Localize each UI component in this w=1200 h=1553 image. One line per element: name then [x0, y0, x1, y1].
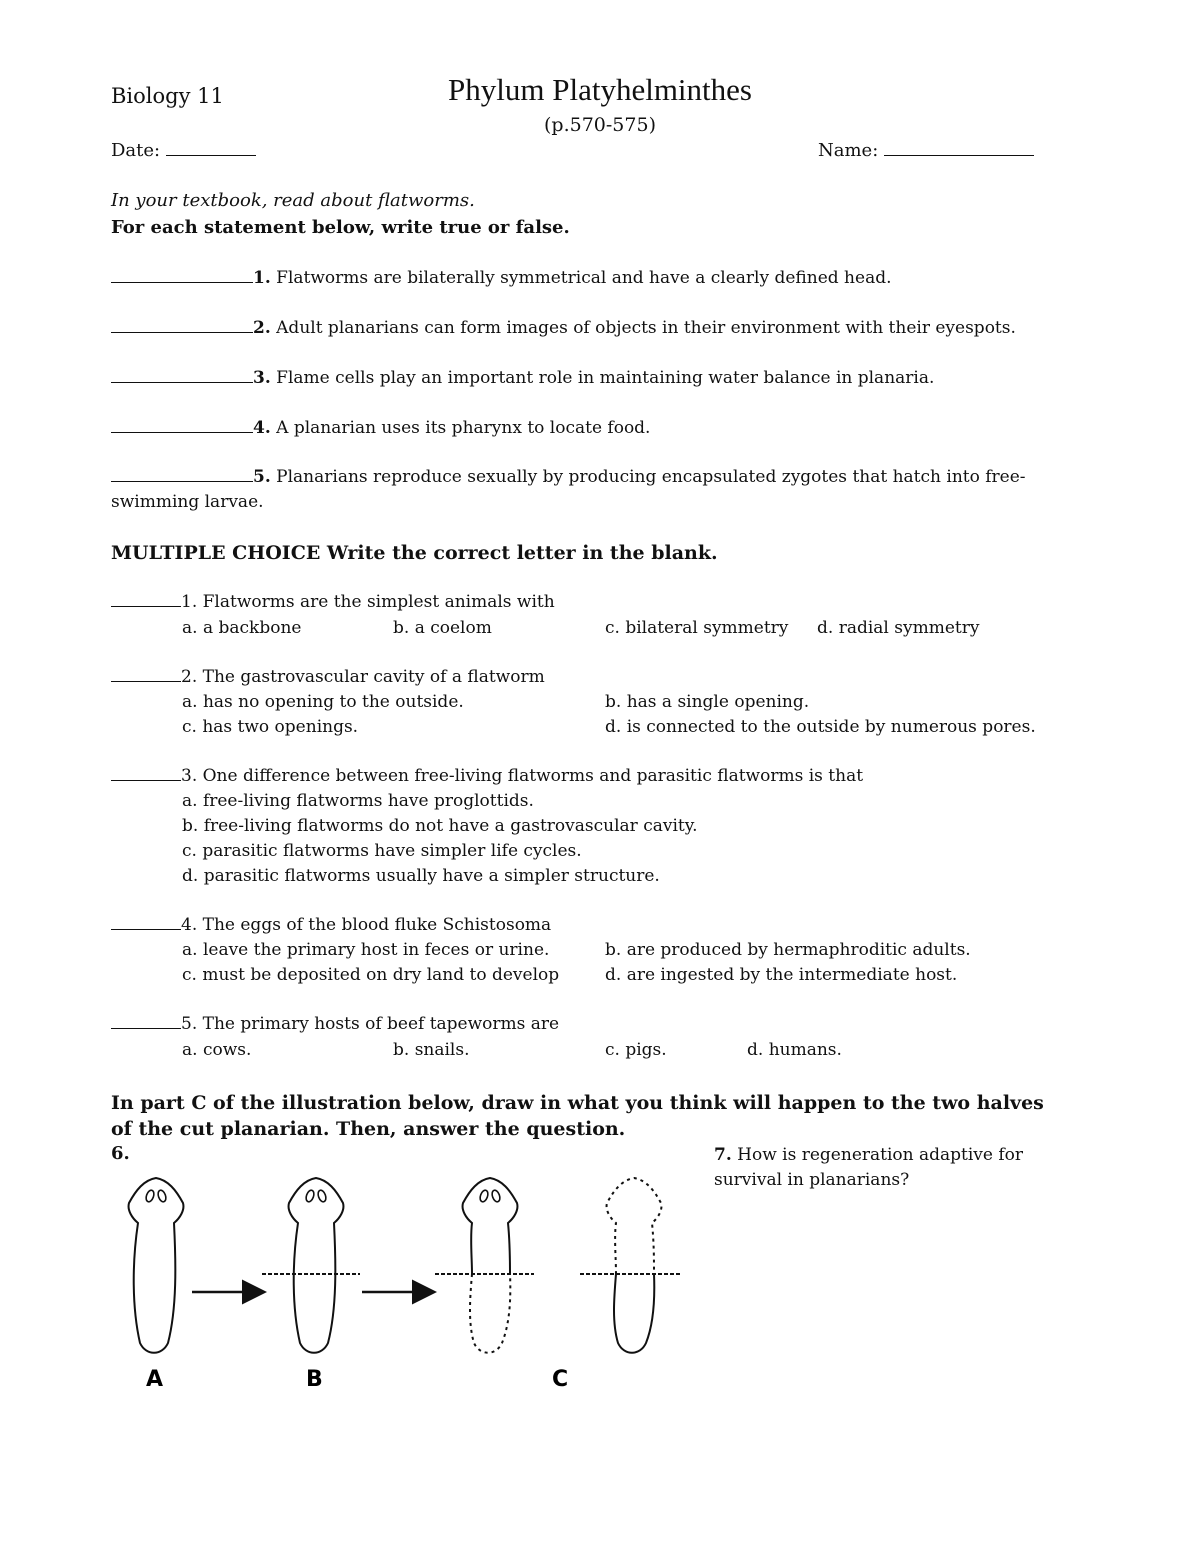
- page-reference: (p.570-575): [544, 114, 656, 136]
- date-field: [111, 140, 256, 161]
- answer-blank[interactable]: [111, 467, 253, 482]
- option: d. are ingested by the intermediate host.: [605, 965, 958, 985]
- option: b. a coelom: [393, 618, 492, 638]
- item-text: A planarian uses its pharynx to locate food.: [276, 418, 651, 438]
- tf-item: [111, 318, 1016, 338]
- option: c. must be deposited on dry land to develop: [182, 965, 560, 985]
- question-7-text: How is regeneration adaptive for survival in planarians?: [714, 1145, 1024, 1190]
- reading-intro: In your textbook, read about flatworms.: [111, 190, 475, 211]
- question-7-number: 7.: [714, 1145, 732, 1165]
- question-7: [714, 1143, 1054, 1193]
- answer-blank[interactable]: [111, 915, 181, 930]
- option: c. pigs.: [605, 1040, 667, 1060]
- name-label: Name:: [818, 140, 879, 161]
- question-stem: 3. One difference between free-living flatworms and parasitic flatworms is that: [181, 766, 864, 786]
- mc-question: [111, 1014, 559, 1034]
- option: d. radial symmetry: [817, 618, 980, 638]
- option: c. bilateral symmetry: [605, 618, 789, 638]
- answer-blank[interactable]: [111, 766, 181, 781]
- option: b. snails.: [393, 1040, 470, 1060]
- tf-item: [111, 268, 892, 288]
- item-text: Flatworms are bilaterally symmetrical and have a clearly defined head.: [276, 268, 892, 288]
- option: a. free-living flatworms have proglottids.: [182, 791, 534, 811]
- option: a. has no opening to the outside.: [182, 692, 464, 712]
- question-6-label: 6.: [111, 1143, 130, 1164]
- option: d. parasitic flatworms usually have a simpler structure.: [182, 866, 660, 886]
- item-number: 2.: [253, 318, 271, 338]
- question-stem: 2. The gastrovascular cavity of a flatworm: [181, 667, 545, 687]
- course-label: Biology 11: [111, 84, 224, 108]
- option: a. cows.: [182, 1040, 252, 1060]
- name-field: [818, 140, 1034, 161]
- item-number: 5.: [253, 467, 271, 487]
- option: c. parasitic flatworms have simpler life cycles.: [182, 841, 582, 861]
- option: a. leave the primary host in feces or urine.: [182, 940, 550, 960]
- mc-question: [111, 915, 551, 935]
- drawing-instruction: In part C of the illustration below, draw in what you think will happen to the two halves of the cut planarian. Then, answer the question.: [111, 1092, 1044, 1140]
- item-text: Planarians reproduce sexually by producing encapsulated zygotes that hatch into free-: [276, 467, 1026, 487]
- answer-blank[interactable]: [111, 667, 181, 682]
- item-number: 1.: [253, 268, 271, 288]
- panel-label-a: A: [146, 1367, 164, 1392]
- planarian-a: [129, 1178, 184, 1353]
- answer-blank[interactable]: [111, 1014, 181, 1029]
- name-blank[interactable]: [884, 141, 1034, 156]
- date-blank[interactable]: [166, 141, 256, 156]
- answer-blank[interactable]: [111, 268, 253, 283]
- tf-instruction: For each statement below, write true or false.: [111, 217, 570, 238]
- mc-question: [111, 592, 555, 612]
- answer-blank[interactable]: [111, 318, 253, 333]
- tf-item: [111, 368, 934, 388]
- option: d. is connected to the outside by numerous pores.: [605, 717, 1036, 737]
- tf-item: [111, 418, 650, 438]
- answer-blank[interactable]: [111, 368, 253, 383]
- question-stem: 4. The eggs of the blood fluke Schistosoma: [181, 915, 552, 935]
- option: d. humans.: [747, 1040, 842, 1060]
- worksheet-title: Phylum Platyhelminthes: [448, 72, 752, 107]
- mc-question: [111, 766, 863, 786]
- item-text: Adult planarians can form images of objects in their environment with their eyespots.: [276, 318, 1016, 338]
- question-stem: 1. Flatworms are the simplest animals with: [181, 592, 555, 612]
- planarian-c-tail-half: [580, 1178, 680, 1353]
- mc-question: [111, 667, 545, 687]
- panel-label-c: C: [552, 1367, 569, 1392]
- option: a. a backbone: [182, 618, 302, 638]
- date-label: Date:: [111, 140, 161, 161]
- panel-label-b: B: [306, 1367, 323, 1392]
- item-text-continued: swimming larvae.: [111, 492, 264, 512]
- answer-blank[interactable]: [111, 418, 253, 433]
- mc-heading: MULTIPLE CHOICE Write the correct letter in the blank.: [111, 542, 718, 564]
- option: b. has a single opening.: [605, 692, 810, 712]
- planarian-regeneration-figure[interactable]: [110, 1168, 700, 1398]
- item-text: Flame cells play an important role in maintaining water balance in planaria.: [276, 368, 935, 388]
- question-stem: 5. The primary hosts of beef tapeworms are: [181, 1014, 560, 1034]
- item-number: 3.: [253, 368, 271, 388]
- item-number: 4.: [253, 418, 271, 438]
- option: c. has two openings.: [182, 717, 359, 737]
- answer-blank[interactable]: [111, 592, 181, 607]
- planarian-c-head-half: [435, 1178, 534, 1353]
- option: b. are produced by hermaphroditic adults.: [605, 940, 971, 960]
- tf-item: [111, 467, 1026, 487]
- option: b. free-living flatworms do not have a gastrovascular cavity.: [182, 816, 698, 836]
- planarian-b: [262, 1178, 360, 1353]
